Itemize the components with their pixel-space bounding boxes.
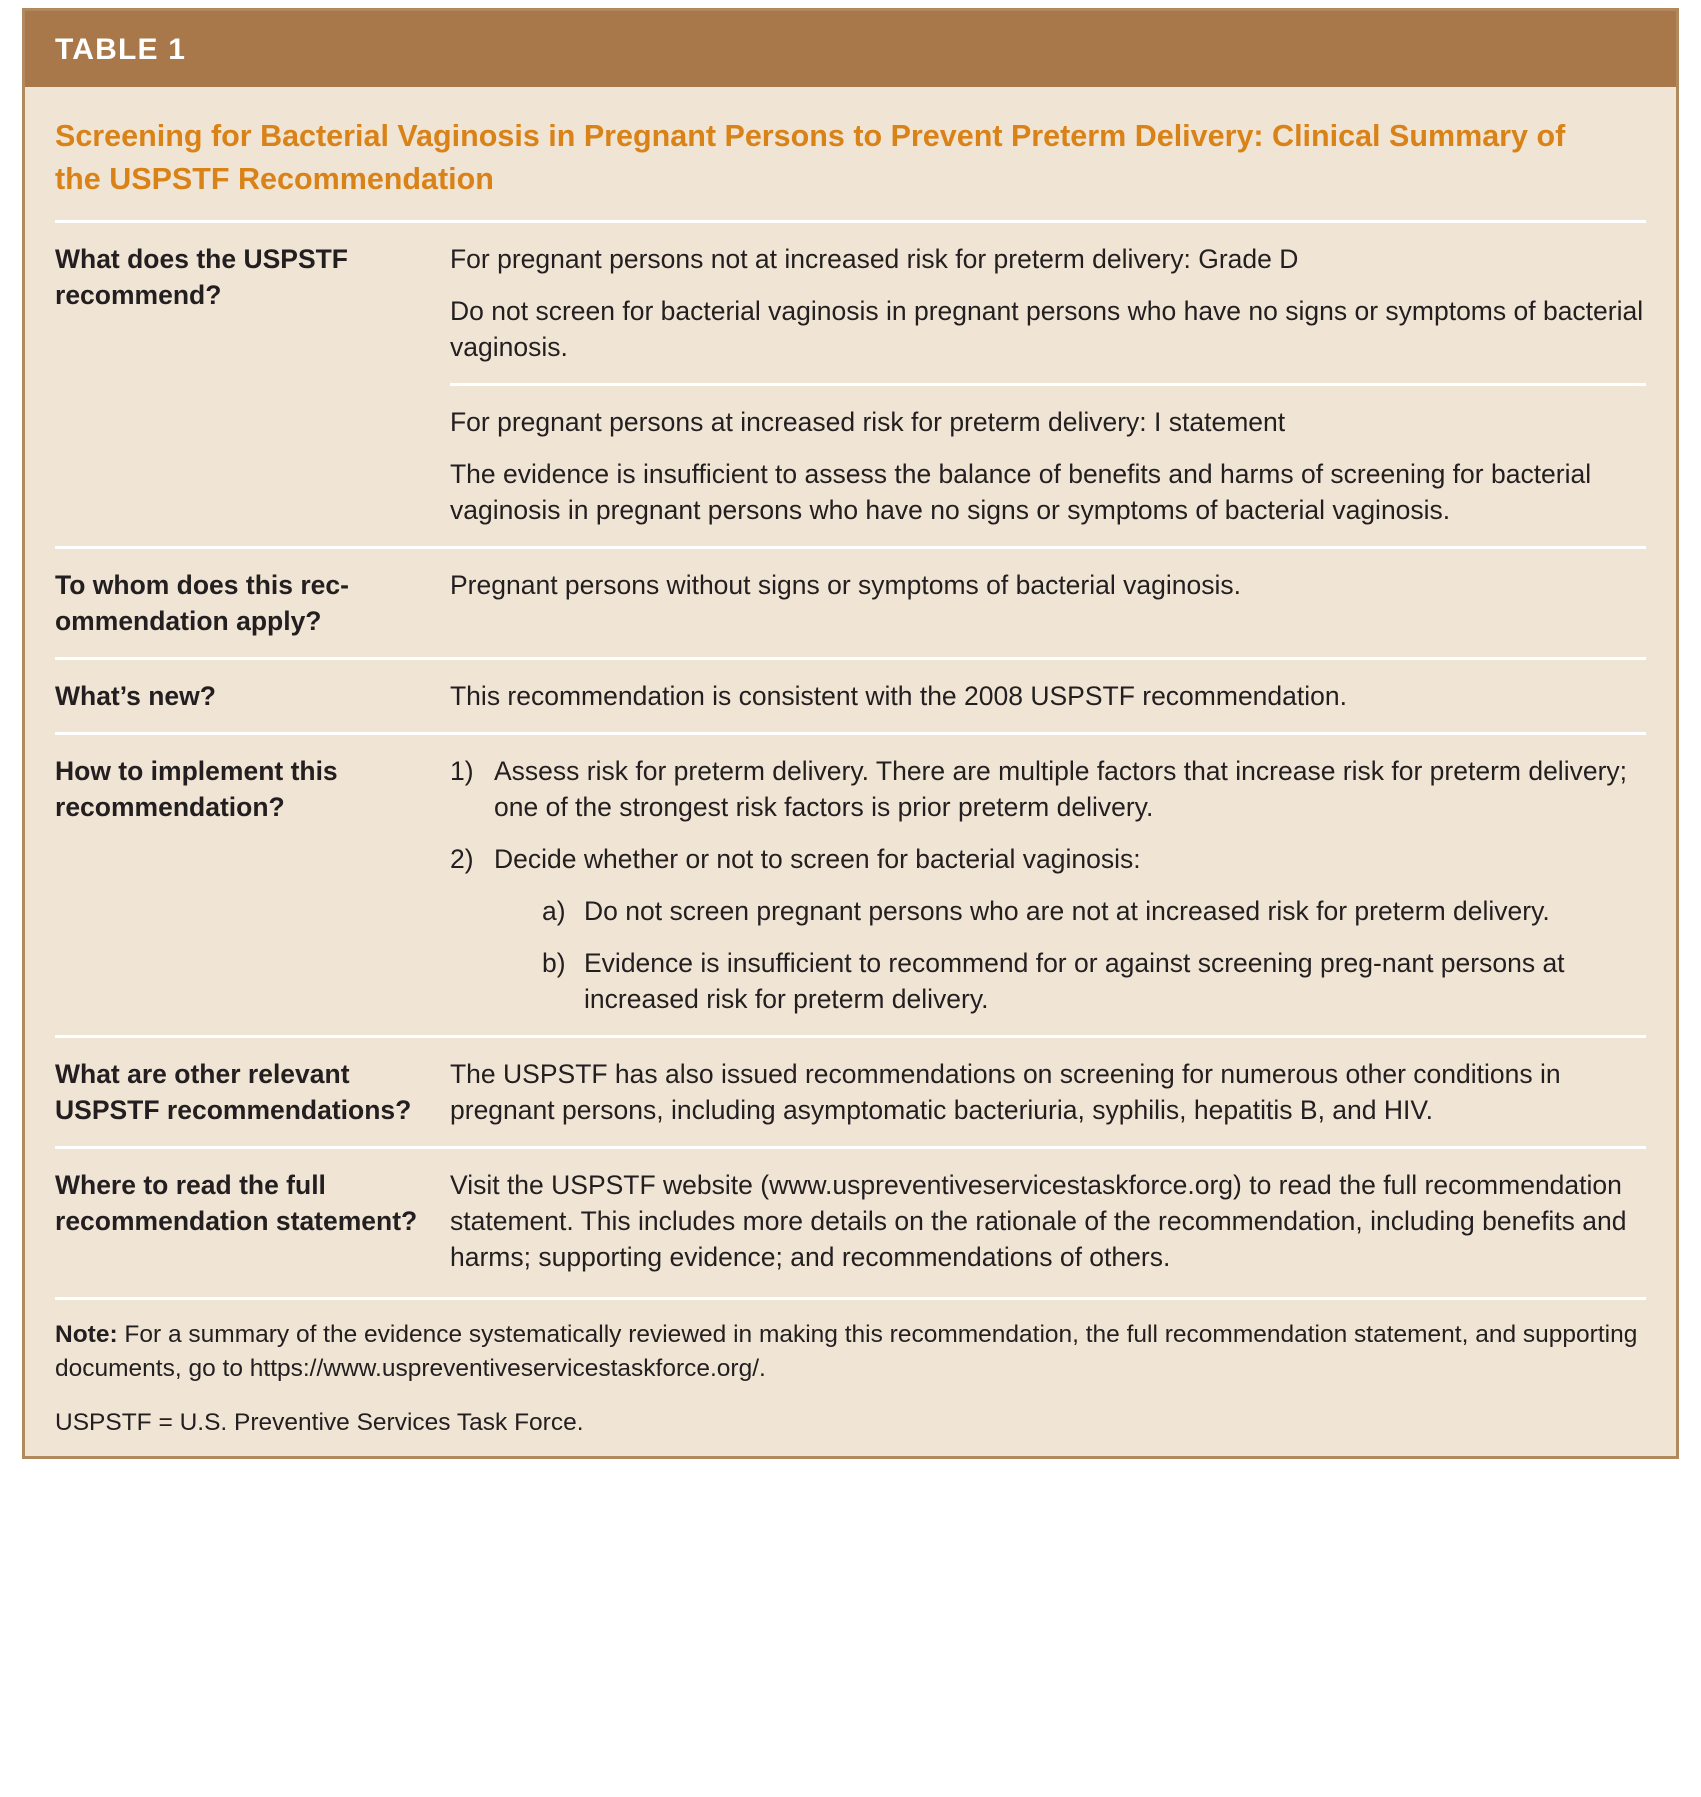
abbreviation-text: USPSTF = U.S. Preventive Services Task Force. — [55, 1408, 584, 1436]
table-row — [55, 1035, 1646, 1146]
list-item — [450, 753, 1646, 825]
table-row — [55, 546, 1646, 657]
i-statement-text: The evidence is insufficient to assess the balance of benefits and harms of screening for bacterial vaginosis in pregnant persons who have no signs or symptoms of bacterial vaginosis. — [450, 458, 1592, 525]
table-notes — [55, 1297, 1646, 1439]
implementation-list — [450, 753, 1646, 1017]
table-row — [55, 1146, 1646, 1293]
row-content-recommendation — [450, 241, 1646, 528]
note-label: Note: — [55, 1321, 118, 1349]
list-item-text: Do not screen pregnant persons who are not at increased risk for preterm delivery. — [584, 895, 1550, 926]
row-label-recommendation: What does the USPSTF recommend? — [55, 243, 348, 310]
row-label-applies-to: To whom does this rec-ommendation apply? — [55, 569, 349, 636]
other-recommendations-text: The USPSTF has also issued recommendations on screening for numerous other conditions in pregnant persons, including asymptomatic bacteriuria, syphilis, hepatitis B, and HIV. — [450, 1059, 1561, 1126]
grade-d-heading: For pregnant persons not at increased risk for preterm delivery: Grade D — [450, 243, 1299, 274]
row-label-other-recommendations: What are other relevant USPSTF recommendations? — [55, 1059, 412, 1126]
table-row — [55, 732, 1646, 1035]
row-content-where-to-read — [450, 1167, 1646, 1275]
list-item-text: Evidence is insufficient to recommend for or against screening preg-nant persons at increased risk for preterm delivery. — [584, 948, 1565, 1015]
list-item-text: Assess risk for preterm delivery. There are multiple factors that increase risk for preterm delivery; one of the strongest risk factors is prior preterm delivery. — [494, 755, 1628, 822]
i-statement-block — [450, 383, 1646, 528]
row-content-applies-to — [450, 567, 1646, 603]
i-statement-heading: For pregnant persons at increased risk for preterm delivery: I statement — [450, 406, 1286, 437]
table-1 — [22, 8, 1679, 1459]
list-marker: a) — [542, 895, 566, 926]
table-row — [55, 657, 1646, 732]
table-number-label: TABLE 1 — [55, 33, 187, 66]
list-item — [542, 893, 1646, 929]
list-marker: 2) — [450, 843, 474, 874]
row-label-whats-new: What’s new? — [55, 680, 216, 711]
list-item-text — [494, 841, 1646, 1017]
list-marker: 1) — [450, 755, 474, 786]
row-content-how-to-implement — [450, 753, 1646, 1017]
row-label-how-to-implement: How to implement this recommendation? — [55, 755, 338, 822]
applies-to-text: Pregnant persons without signs or symptoms of bacterial vaginosis. — [450, 569, 1241, 600]
row-content-other-recommendations — [450, 1056, 1646, 1128]
grade-d-text: Do not screen for bacterial vaginosis in pregnant persons who have no signs or symptoms of bacterial vaginosis. — [450, 295, 1644, 362]
list-item-label: Decide whether or not to screen for bacterial vaginosis: — [494, 843, 1141, 874]
table-row — [55, 220, 1646, 546]
row-label-where-to-read: Where to read the full recommendation statement? — [55, 1170, 418, 1237]
list-item — [450, 841, 1646, 1017]
implementation-sublist — [494, 893, 1646, 1017]
where-to-read-text: Visit the USPSTF website (www.uspreventiveservicestaskforce.org) to read the full recommendation statement. This includes more details on the rationale of the recommendation, including benefits and harms; supporting evidence; and recommendations of others. — [450, 1170, 1627, 1273]
list-item — [542, 945, 1646, 1017]
table-title: Screening for Bacterial Vaginosis in Pregnant Persons to Prevent Preterm Delivery: Clinical Summary of the USPSTF Recommendation — [55, 119, 1566, 197]
table-body — [25, 87, 1676, 1456]
row-content-whats-new — [450, 678, 1646, 714]
list-marker: b) — [542, 948, 566, 978]
table-header — [25, 11, 1676, 87]
whats-new-text: This recommendation is consistent with the 2008 USPSTF recommendation. — [450, 680, 1347, 711]
note-paragraph — [55, 1318, 1646, 1386]
note-text: For a summary of the evidence systematically reviewed in making this recommendation, the full recommendation statement, and supporting documents, go to https://www.uspreventiveservicestaskforce.org/. — [55, 1321, 1638, 1383]
